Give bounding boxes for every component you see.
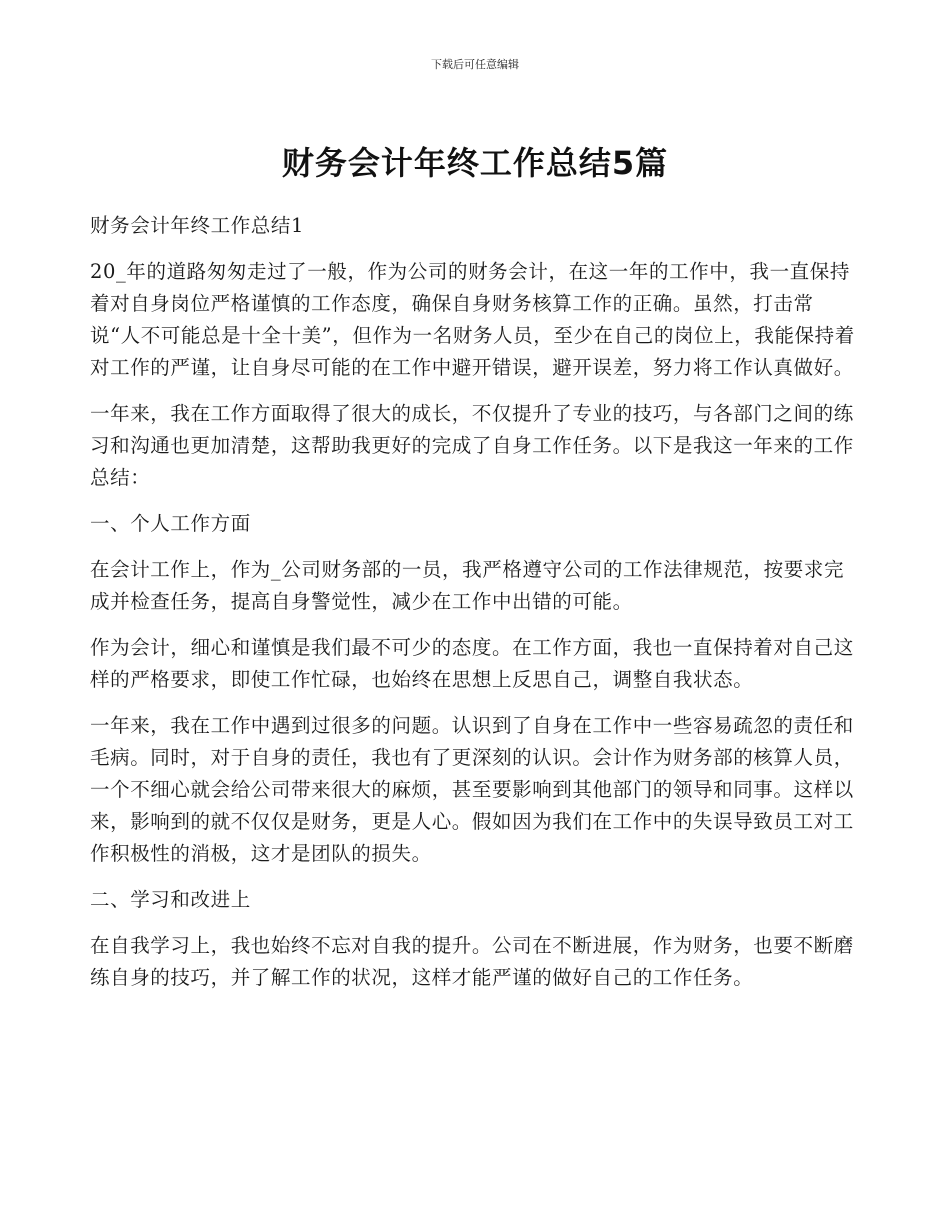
subsection-heading: 二、学习和改进上 — [90, 888, 251, 911]
body-paragraph: 20_年的道路匆匆走过了一般，作为公司的财务会计，在这一年的工作中，我一直保持着对自身岗位严格谨慎的工作态度，确保自身财务核算工作的正确。虽然，打击常说“人不可能总是十全十美”，但作为一名财务人员，至少在自己的岗位上，我能保持着对工作的严谨，让自身尽可能的在工作中避开错误，避开误差，努力将工作认真做好。 — [90, 260, 855, 379]
document-body — [90, 210, 862, 1008]
section-heading: 财务会计年终工作总结1 — [90, 214, 305, 237]
body-paragraph: 在会计工作上，作为_公司财务部的一员，我严格遵守公司的工作法律规范，按要求完成并检查任务，提高自身警觉性，减少在工作中出错的可能。 — [90, 558, 845, 613]
body-paragraph: 作为会计，细心和谨慎是我们最不可少的态度。在工作方面，我也一直保持着对自己这样的严格要求，即使工作忙碌，也始终在思想上反思自己，调整自我状态。 — [90, 636, 854, 691]
body-paragraph: 一年来，我在工作中遇到过很多的问题。认识到了自身在工作中一些容易疏忽的责任和毛病。同时，对于自身的责任，我也有了更深刻的认识。会计作为财务部的核算人员，一个不细心就会给公司带来很大的麻烦，甚至要影响到其他部门的领导和同事。这样以来，影响到的就不仅仅是财务，更是人心。假如因为我们在工作中的失误导致员工对工作积极性的消极，这才是团队的损失。 — [90, 714, 854, 865]
document-title: 财务会计年终工作总结5篇 — [281, 144, 669, 182]
body-paragraph: 一年来，我在工作方面取得了很大的成长，不仅提升了专业的技巧，与各部门之间的练习和沟通也更加清楚，这帮助我更好的完成了自身工作任务。以下是我这一年来的工作总结： — [90, 402, 854, 489]
header-note: 下载后可任意编辑 — [431, 58, 519, 71]
subsection-heading: 一、个人工作方面 — [90, 512, 251, 535]
body-paragraph: 在自我学习上，我也始终不忘对自我的提升。公司在不断进展，作为财务，也要不断磨练自身的技巧，并了解工作的状况，这样才能严谨的做好自己的工作任务。 — [90, 934, 854, 989]
